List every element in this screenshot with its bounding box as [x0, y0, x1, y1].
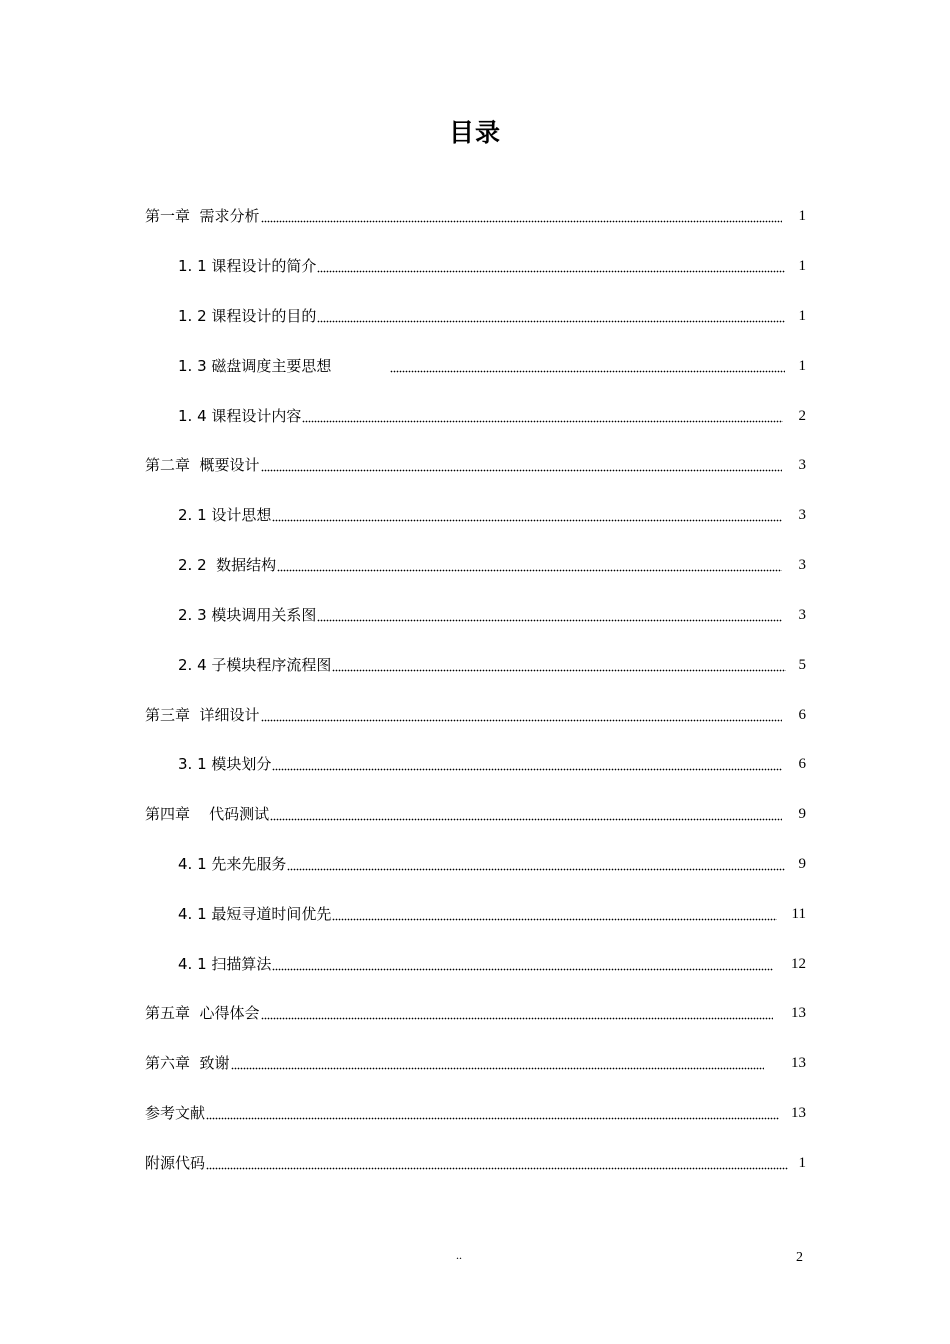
toc-entry-references[interactable]	[145, 1101, 782, 1123]
toc-dot-leader	[261, 1006, 773, 1020]
toc-dot-leader	[272, 957, 773, 971]
toc-entry-label: 4. 1 扫描算法	[178, 955, 272, 973]
toc-entry-section-2-2[interactable]	[178, 553, 785, 575]
toc-entry-page: 13	[791, 1005, 806, 1021]
toc-entry-section-1-2[interactable]	[178, 304, 788, 326]
toc-entry-section-1-4[interactable]	[178, 404, 786, 426]
toc-entry-label: 2. 1 设计思想	[178, 506, 272, 524]
toc-dot-leader	[277, 558, 782, 572]
footer-mark: ..	[456, 1248, 462, 1262]
toc-entry-page: 1	[798, 308, 806, 324]
toc-entry-label: 附源代码	[145, 1154, 206, 1172]
toc-dot-leader	[231, 1056, 764, 1070]
toc-entry-section-1-1[interactable]	[178, 254, 788, 276]
toc-entry-label: 2. 4 子模块程序流程图	[178, 656, 332, 674]
toc-entry-label: 第五章 心得体会	[145, 1004, 260, 1022]
toc-dot-leader	[261, 708, 782, 722]
toc-dot-leader	[302, 409, 783, 423]
toc-dot-leader	[206, 1156, 788, 1170]
toc-dot-leader	[332, 658, 786, 672]
toc-entry-page: 3	[798, 607, 806, 623]
toc-dot-leader	[332, 907, 777, 921]
toc-entry-section-3-1[interactable]	[178, 752, 785, 774]
toc-dot-leader	[261, 458, 782, 472]
toc-entry-label: 2. 3 模块调用关系图	[178, 606, 317, 624]
toc-entry-label: 第六章 致谢	[145, 1054, 230, 1072]
toc-dot-leader	[272, 508, 782, 522]
toc-entry-label: 1. 1 课程设计的简介	[178, 257, 317, 275]
toc-entry-section-1-3[interactable]	[178, 354, 788, 376]
toc-entry-section-2-4[interactable]	[178, 653, 789, 675]
toc-entry-page: 12	[791, 956, 806, 972]
toc-entry-label: 第一章 需求分析	[145, 207, 260, 225]
toc-entry-section-4-1[interactable]	[178, 852, 788, 874]
toc-dot-leader	[270, 807, 782, 821]
toc-entry-label: 1. 4 课程设计内容	[178, 407, 302, 425]
toc-entry-appendix-source-code[interactable]	[145, 1151, 791, 1173]
toc-entry-page: 9	[798, 856, 806, 872]
toc-dot-leader	[272, 757, 782, 771]
toc-entry-section-2-3[interactable]	[178, 603, 785, 625]
toc-entry-label: 1. 2 课程设计的目的	[178, 307, 317, 325]
toc-entry-section-4-2[interactable]	[178, 902, 780, 924]
toc-entry-section-4-3[interactable]	[178, 952, 776, 974]
toc-dot-leader	[317, 259, 785, 273]
toc-entry-page: 9	[798, 806, 806, 822]
page-title: 目录	[448, 118, 501, 147]
toc-entry-label: 参考文献	[145, 1104, 206, 1122]
toc-entry-label: 1. 3 磁盘调度主要思想	[178, 357, 389, 375]
toc-dot-leader	[261, 209, 782, 223]
toc-dot-leader	[317, 309, 785, 323]
toc-entry-label: 第三章 详细设计	[145, 706, 260, 724]
toc-entry-page: 11	[791, 906, 806, 922]
toc-entry-page: 5	[798, 657, 806, 673]
toc-entry-label: 第四章 代码测试	[145, 805, 270, 823]
toc-entry-page: 6	[798, 756, 806, 772]
toc-entry-chapter-3[interactable]	[145, 703, 785, 725]
toc-entry-page: 1	[798, 1155, 806, 1171]
toc-entry-chapter-1[interactable]	[145, 204, 785, 226]
toc-entry-label: 第二章 概要设计	[145, 456, 260, 474]
toc-dot-leader	[206, 1106, 779, 1120]
toc-entry-page: 1	[798, 258, 806, 274]
toc-entry-page: 13	[791, 1105, 806, 1121]
toc-entry-label: 3. 1 模块划分	[178, 755, 272, 773]
footer-page-number: 2	[796, 1250, 803, 1265]
toc-entry-page: 2	[798, 408, 806, 424]
toc-dot-leader	[390, 359, 785, 373]
toc-entry-chapter-2[interactable]	[145, 453, 785, 475]
toc-entry-chapter-5[interactable]	[145, 1001, 776, 1023]
toc-entry-label: 4. 1 最短寻道时间优先	[178, 905, 332, 923]
toc-entry-label: 4. 1 先来先服务	[178, 855, 287, 873]
toc-entry-chapter-6[interactable]	[145, 1051, 767, 1073]
toc-dot-leader	[317, 608, 782, 622]
toc-entry-page: 6	[798, 707, 806, 723]
toc-dot-leader	[287, 857, 785, 871]
toc-entry-page: 13	[791, 1055, 806, 1071]
toc-entry-page: 3	[798, 557, 806, 573]
toc-entry-page: 1	[798, 208, 806, 224]
toc-entry-chapter-4[interactable]	[145, 802, 785, 824]
toc-entry-page: 3	[798, 507, 806, 523]
toc-entry-label: 2. 2 数据结构	[178, 556, 277, 574]
toc-entry-section-2-1[interactable]	[178, 503, 785, 525]
toc-entry-page: 1	[798, 358, 806, 374]
toc-entry-page: 3	[798, 457, 806, 473]
